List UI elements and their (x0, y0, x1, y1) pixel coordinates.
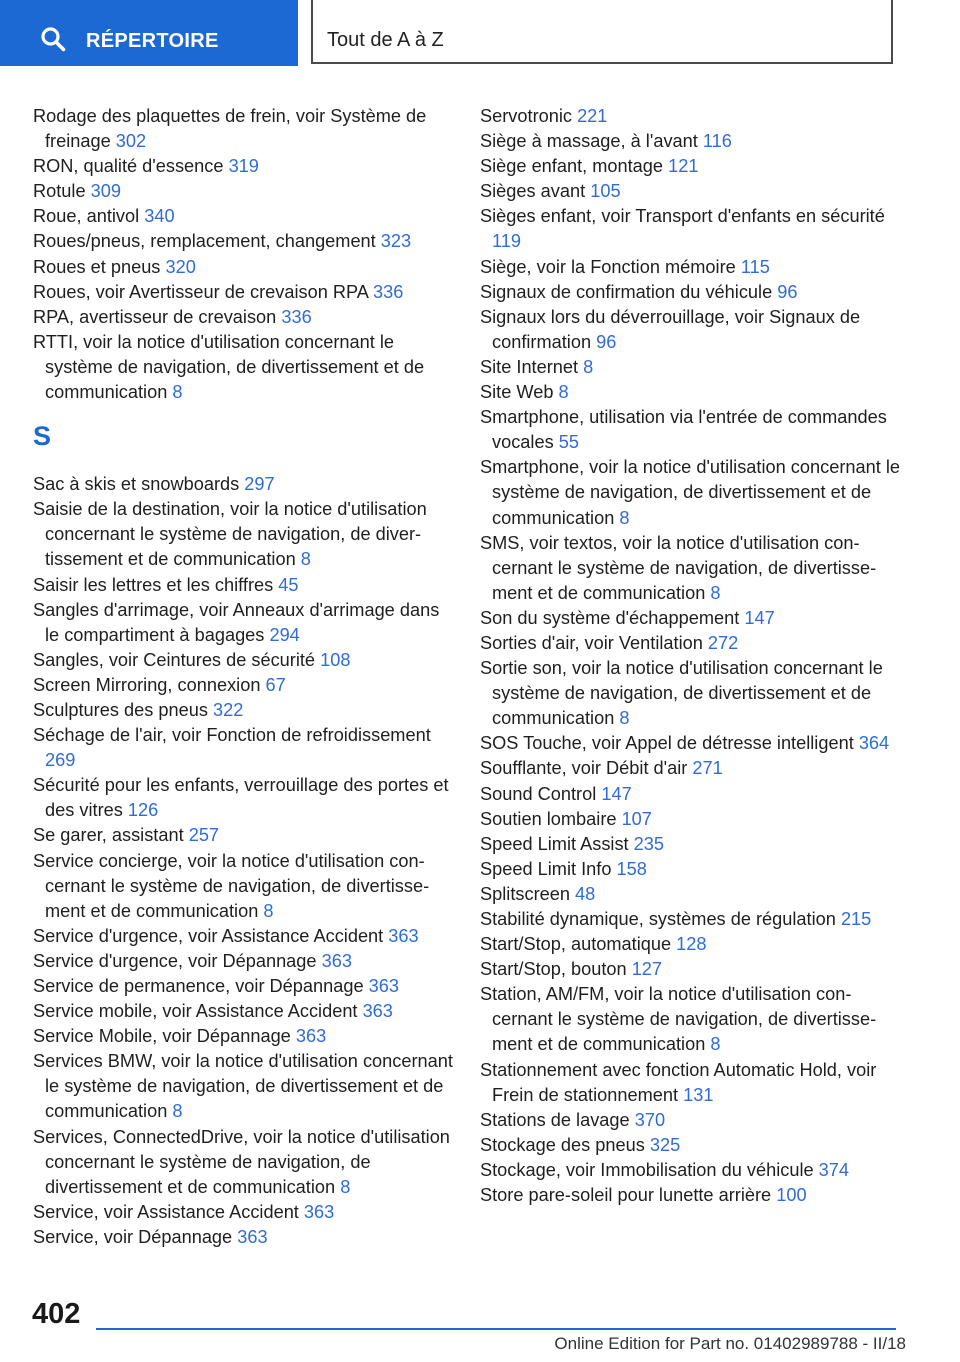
index-entry (480, 405, 900, 455)
page-reference-link[interactable]: 8 (340, 1176, 351, 1197)
page-reference-link[interactable]: 8 (263, 900, 274, 921)
page-reference-link[interactable]: 215 (840, 909, 872, 929)
index-entry-text: Smartphone, utilisation via l'entrée de commandes vocales (480, 407, 887, 453)
page-reference-link[interactable]: 131 (683, 1084, 714, 1105)
index-entry-text: Site Web (480, 382, 554, 403)
index-entry (33, 573, 453, 598)
page-reference-link[interactable]: 363 (303, 1201, 335, 1222)
index-entry-text: Smartphone, voir la notice d'utilisation concernant le système de navigation, de divertissement et de communication (480, 457, 900, 528)
page-reference-link[interactable]: 67 (265, 674, 286, 695)
page-reference-link[interactable]: 8 (172, 1101, 183, 1122)
index-entry-text: Roues et pneus (33, 256, 161, 277)
page-reference-link[interactable]: 158 (616, 858, 647, 879)
index-entry (480, 154, 900, 179)
index-entry (480, 982, 900, 1057)
page-reference-link[interactable]: 48 (575, 883, 596, 904)
page-reference-link[interactable]: 364 (858, 733, 890, 754)
index-entry (480, 731, 900, 756)
page-reference-link[interactable]: 115 (740, 256, 770, 277)
page-reference-link[interactable]: 323 (380, 231, 412, 252)
page-reference-link[interactable]: 55 (558, 432, 579, 453)
index-entry-text: Servotronic (480, 106, 572, 126)
page-reference-link[interactable]: 8 (300, 549, 311, 570)
index-entry-text: Rotule (33, 181, 86, 202)
index-entry (480, 280, 900, 305)
index-entry (480, 204, 900, 254)
index-entry-text: Sorties d'air, voir Ventilation (480, 632, 703, 653)
repertoire-button[interactable] (0, 0, 298, 66)
page-reference-link[interactable]: 322 (212, 699, 244, 720)
page-reference-link[interactable]: 8 (619, 507, 630, 528)
page-reference-link[interactable]: 8 (558, 382, 569, 403)
index-entry-text: Start/Stop, bouton (480, 959, 627, 980)
section-letter: S (33, 421, 52, 452)
page-reference-link[interactable]: 363 (237, 1226, 268, 1247)
index-entry-text: Siège enfant, montage (480, 156, 664, 177)
index-entry-text: Service d'urgence, voir Assistance Accident (33, 925, 384, 946)
page-reference-link[interactable]: 309 (90, 181, 121, 202)
search-icon (40, 26, 66, 52)
index-entry (480, 255, 900, 280)
index-entry (480, 531, 900, 606)
index-entry-text: Service, voir Dépannage (33, 1226, 233, 1247)
index-entry-text: Service concierge, voir la notice d'utilisation concernant le système de navigation, de divertissement et de communication (33, 850, 430, 921)
index-entry (33, 330, 453, 405)
index-entry (33, 280, 453, 305)
page-reference-link[interactable]: 100 (776, 1185, 807, 1206)
page-reference-link[interactable]: 147 (744, 607, 775, 628)
index-entry-text: Sangles, voir Ceintures de sécurité (33, 649, 316, 670)
page-reference-link[interactable]: 319 (228, 156, 259, 177)
page-reference-link[interactable]: 119 (492, 231, 521, 252)
page-reference-link[interactable]: 294 (269, 624, 300, 645)
tab-a-to-z-label: Tout de A à Z (327, 29, 444, 51)
page-reference-link[interactable]: 8 (619, 708, 630, 729)
page-reference-link[interactable]: 297 (244, 474, 275, 495)
index-entry-text: Stationnement avec fonction Automatic Hold, voir Frein de stationnement (480, 1059, 877, 1105)
index-entry (480, 1108, 900, 1133)
page-reference-link[interactable]: 96 (777, 281, 798, 302)
page-reference-link[interactable]: 116 (702, 131, 732, 152)
page-reference-link[interactable]: 221 (577, 106, 608, 126)
index-entry-text: SMS, voir textos, voir la notice d'utilisation concernant le système de navigation, de divertissement et de communication (480, 532, 877, 603)
index-entry (480, 656, 900, 731)
index-entry-text: Roue, antivol (33, 206, 140, 227)
index-entry (480, 179, 900, 204)
page-reference-link[interactable]: 370 (634, 1109, 666, 1130)
page-reference-link[interactable]: 272 (707, 632, 739, 653)
page-reference-link[interactable]: 363 (321, 950, 352, 971)
page-number: 402 (32, 1298, 81, 1330)
index-entry-text: Speed Limit Assist (480, 833, 629, 854)
page-reference-link[interactable]: 107 (621, 808, 652, 829)
index-entry-text: Store pare-soleil pour lunette arrière (480, 1185, 772, 1206)
index-entry (33, 648, 453, 673)
page-reference-link[interactable]: 45 (278, 574, 299, 595)
page-reference-link[interactable]: 374 (818, 1159, 850, 1180)
index-entry (480, 807, 900, 832)
index-entry (480, 1058, 900, 1108)
footer-edition: Online Edition for Part no. 01402989788 - II/18 (554, 1334, 906, 1353)
page-reference-link[interactable]: 257 (188, 825, 220, 846)
index-entry-text: Splitscreen (480, 883, 570, 904)
page-reference-link[interactable]: 336 (373, 281, 404, 302)
page-reference-link[interactable]: 363 (368, 976, 400, 996)
index-entry (33, 773, 453, 823)
index-entry (480, 857, 900, 882)
index-entry-text: Séchage de l'air, voir Fonction de refroidissement (33, 725, 431, 746)
index-entry (480, 606, 900, 631)
index-entry-text: Services, ConnectedDrive, voir la notice d'utilisation concernant le système de navigation, de divertissement et de communication (33, 1126, 450, 1197)
index-entry (480, 631, 900, 656)
index-entry-text: Se garer, assistant (33, 825, 184, 846)
index-entry (33, 698, 453, 723)
index-entry-text: Roues/pneus, remplacement, changement (33, 231, 376, 252)
index-entry-text: Stockage des pneus (480, 1134, 645, 1155)
index-entry-text: Son du système d'échappement (480, 607, 740, 628)
index-entry-text: Start/Stop, automatique (480, 934, 672, 955)
index-entry (33, 1225, 453, 1250)
index-entry-text: Sculptures des pneus (33, 699, 208, 720)
page-reference-link[interactable]: 271 (692, 758, 723, 779)
index-entry (33, 1125, 453, 1200)
page-reference-link[interactable]: 235 (633, 833, 665, 854)
index-entry (33, 673, 453, 698)
index-column-left (33, 104, 453, 1250)
index-entry (480, 1158, 900, 1183)
index-entry-text: Signaux lors du déverrouillage, voir Signaux de confirmation (480, 306, 861, 352)
index-entry-text: Service Mobile, voir Dépannage (33, 1026, 291, 1047)
index-entry (480, 380, 900, 405)
index-entry-text: Signaux de confirmation du véhicule (480, 281, 773, 302)
page-reference-link[interactable]: 105 (590, 181, 621, 202)
page-header (0, 0, 960, 66)
index-entry (480, 957, 900, 982)
index-entry-text: SOS Touche, voir Appel de détresse intelligent (480, 733, 854, 754)
index-entry-text: Siège, voir la Fonction mémoire (480, 256, 736, 277)
index-entry-text: Rodage des plaquettes de frein, voir Système de freinage (33, 106, 427, 152)
page-reference-link[interactable]: 121 (668, 156, 699, 177)
page-reference-link[interactable]: 8 (583, 356, 594, 377)
index-entry (480, 129, 900, 154)
index-entry (480, 355, 900, 380)
page-reference-link[interactable]: 96 (596, 331, 617, 352)
page-reference-link[interactable]: 325 (649, 1134, 681, 1155)
page-reference-link[interactable]: 126 (127, 800, 159, 821)
index-entry-text: RPA, avertisseur de crevaison (33, 306, 277, 327)
index-entry (33, 1024, 453, 1049)
index-entry-text: Sièges avant (480, 181, 586, 202)
index-entry-text: Saisir les lettres et les chiffres (33, 574, 274, 595)
page-reference-link[interactable]: 363 (362, 1001, 393, 1022)
index-entry (33, 104, 453, 154)
index-entry-text: Service mobile, voir Assistance Accident (33, 1001, 358, 1022)
index-entry (33, 229, 453, 254)
index-entry-text: Stations de lavage (480, 1109, 630, 1130)
index-entry-text: RON, qualité d'essence (33, 156, 224, 177)
index-entry-text: Sièges enfant, voir Transport d'enfants en sécurité (480, 206, 885, 227)
page-reference-link[interactable]: 128 (676, 934, 707, 955)
index-entry (33, 823, 453, 848)
page-reference-link[interactable]: 363 (295, 1026, 327, 1047)
page-reference-link[interactable]: 108 (320, 649, 351, 670)
index-entry (33, 723, 453, 773)
index-entry (33, 1200, 453, 1225)
index-entry (33, 154, 453, 179)
index-entry-text: Site Internet (480, 356, 579, 377)
index-entry-text: Stockage, voir Immobilisation du véhicule (480, 1159, 814, 1180)
index-entry-text: Soutien lombaire (480, 808, 617, 829)
repertoire-label: RÉPERTOIRE (86, 30, 219, 52)
page-reference-link[interactable]: 269 (45, 750, 76, 771)
index-entry (33, 204, 453, 229)
index-entry (33, 924, 453, 949)
index-entry (480, 1183, 900, 1208)
page-reference-link[interactable]: 302 (115, 131, 147, 152)
index-entry-text: Service d'urgence, voir Dépannage (33, 950, 317, 971)
page-reference-link[interactable]: 8 (710, 1034, 721, 1055)
index-entry (480, 782, 900, 807)
index-entry (480, 907, 900, 932)
index-entry-text: Service, voir Assistance Accident (33, 1201, 299, 1222)
index-entry (33, 472, 453, 497)
index-entry-text: Roues, voir Avertisseur de crevaison RPA (33, 281, 368, 302)
index-entry-text: Siège à massage, à l'avant (480, 131, 698, 152)
index-entry-text: Soufflante, voir Débit d'air (480, 758, 688, 779)
index-entry (33, 999, 453, 1024)
index-entry (33, 255, 453, 280)
index-entry-text: Sangles d'arrimage, voir Anneaux d'arrimage dans le compartiment à bagages (33, 599, 440, 645)
index-entry-text: Sac à skis et snowboards (33, 474, 240, 495)
index-entry (33, 497, 453, 572)
page-reference-link[interactable]: 340 (144, 206, 175, 227)
index-entry-text: Speed Limit Info (480, 858, 612, 879)
index-entry (480, 1133, 900, 1158)
index-entry-text: Screen Mirroring, connexion (33, 674, 261, 695)
index-entry (480, 932, 900, 957)
page-reference-link[interactable]: 127 (631, 959, 663, 980)
index-entry (33, 849, 453, 924)
tab-a-to-z[interactable] (311, 0, 893, 64)
index-column-right (480, 104, 900, 1208)
index-entry (33, 949, 453, 974)
index-entry (33, 1049, 453, 1124)
index-entry (480, 305, 900, 355)
index-entry-text: Services BMW, voir la notice d'utilisation concernant le système de navigation, de divertissement et de communication (33, 1051, 453, 1122)
page-reference-link[interactable]: 363 (388, 925, 419, 946)
index-entry-text: Station, AM/FM, voir la notice d'utilisation concernant le système de navigation, de divertissement et de communication (480, 984, 877, 1055)
index-entry (33, 974, 453, 999)
index-entry-text: Sortie son, voir la notice d'utilisation concernant le système de navigation, de divertissement et de communication (480, 658, 883, 729)
page-reference-link[interactable]: 320 (165, 256, 196, 277)
index-entry-text: Service de permanence, voir Dépannage (33, 976, 364, 996)
page-reference-link[interactable]: 336 (281, 306, 312, 327)
page-reference-link[interactable]: 8 (710, 582, 721, 603)
index-entry (480, 455, 900, 530)
page-reference-link[interactable]: 8 (172, 382, 183, 403)
index-entry-text: Sound Control (480, 783, 597, 804)
index-entry (33, 179, 453, 204)
index-entry (480, 832, 900, 857)
footer-divider (96, 1328, 896, 1330)
index-entry-text: Sécurité pour les enfants, verrouillage des portes et des vitres (33, 775, 449, 821)
index-entry (480, 882, 900, 907)
page-reference-link[interactable]: 147 (601, 783, 632, 804)
index-entry (33, 598, 453, 648)
index-entry-text: Saisie de la destination, voir la notice d'utilisation concernant le système de navigation, de divertissement et de communication (33, 499, 427, 570)
index-entry (480, 756, 900, 781)
index-entry (33, 305, 453, 330)
index-entry (480, 104, 900, 129)
index-entry-text: Stabilité dynamique, systèmes de régulation (480, 909, 836, 929)
index-entry-text: RTTI, voir la notice d'utilisation concernant le système de navigation, de divertissement et de communication (33, 331, 425, 403)
